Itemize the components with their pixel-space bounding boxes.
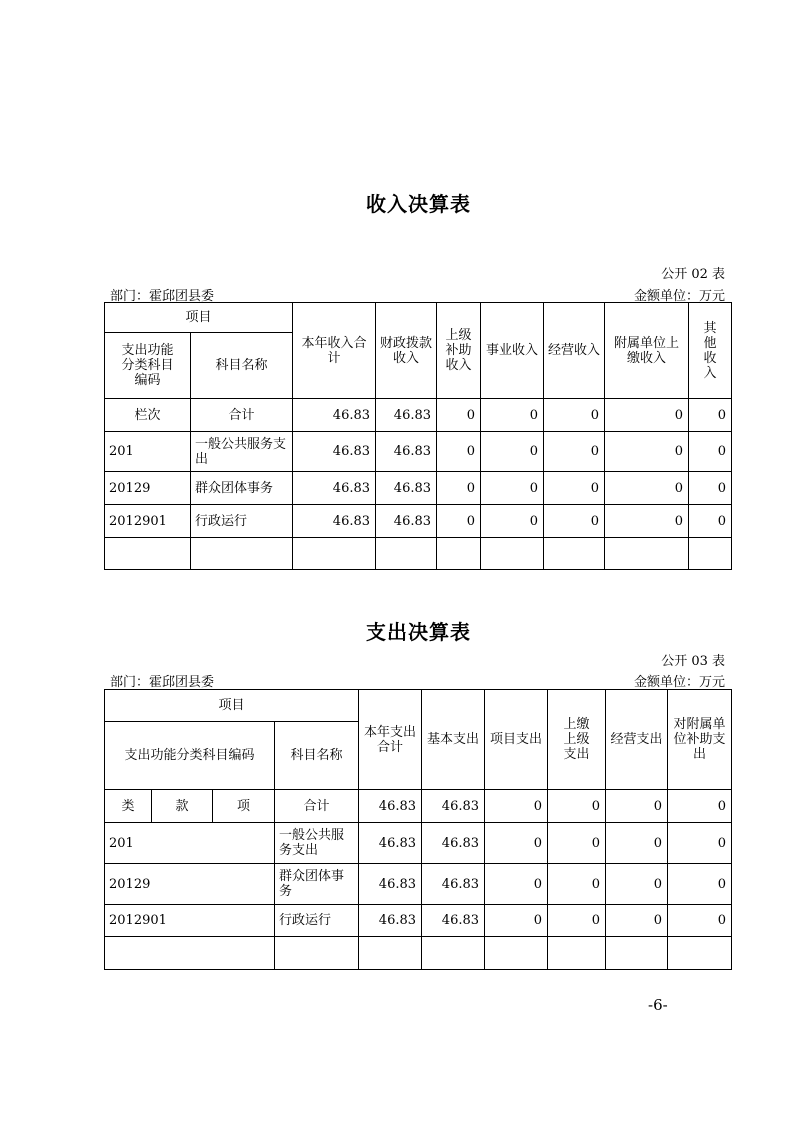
income-cell: 0 bbox=[544, 505, 605, 538]
expense-table bbox=[104, 689, 732, 970]
expense-row-code: 2012901 bbox=[105, 905, 275, 937]
income-row-code: 201 bbox=[105, 432, 191, 472]
expense-row-code: 201 bbox=[105, 823, 275, 864]
expense-header-kuan: 款 bbox=[152, 790, 213, 823]
income-cell: 0 bbox=[605, 399, 689, 432]
expense-cell: 46.83 bbox=[422, 864, 485, 905]
expense-header-project: 项目 bbox=[105, 690, 359, 722]
income-cell: 46.83 bbox=[293, 432, 376, 472]
income-cell: 46.83 bbox=[376, 399, 437, 432]
income-cell: 0 bbox=[544, 472, 605, 505]
expense-cell: 46.83 bbox=[359, 864, 422, 905]
expense-row-name: 一般公共服务支出 bbox=[275, 823, 359, 864]
income-header-total: 本年收入合计 bbox=[293, 303, 376, 399]
expense-cell: 0 bbox=[548, 905, 606, 937]
expense-cell: 0 bbox=[668, 905, 732, 937]
expense-cell: 0 bbox=[606, 864, 668, 905]
expense-cell: 0 bbox=[485, 864, 548, 905]
expense-table-code: 公开 03 表 bbox=[661, 654, 725, 669]
income-cell: 46.83 bbox=[376, 472, 437, 505]
expense-header-affiliated: 对附属单位补助支出 bbox=[668, 690, 732, 790]
expense-row bbox=[105, 905, 732, 937]
expense-dept: 部门：霍邱团县委 bbox=[110, 675, 215, 690]
expense-row bbox=[105, 823, 732, 864]
income-cell: 0 bbox=[437, 472, 481, 505]
expense-cell: 0 bbox=[548, 864, 606, 905]
expense-header-total: 本年支出合计 bbox=[359, 690, 422, 790]
income-row-code: 20129 bbox=[105, 472, 191, 505]
page-number: -6- bbox=[648, 996, 668, 1014]
income-cell: 0 bbox=[689, 472, 732, 505]
expense-cell: 0 bbox=[548, 823, 606, 864]
income-cell: 46.83 bbox=[293, 399, 376, 432]
income-cell: 46.83 bbox=[376, 432, 437, 472]
expense-row-code: 20129 bbox=[105, 864, 275, 905]
income-cell: 0 bbox=[481, 505, 544, 538]
expense-header-basic: 基本支出 bbox=[422, 690, 485, 790]
expense-row bbox=[105, 864, 732, 905]
expense-row-total bbox=[105, 790, 732, 823]
expense-row-name: 群众团体事务 bbox=[275, 864, 359, 905]
expense-header-project-exp: 项目支出 bbox=[485, 690, 548, 790]
income-cell: 0 bbox=[689, 432, 732, 472]
expense-cell: 0 bbox=[668, 864, 732, 905]
income-header-other: 其他收入 bbox=[689, 303, 732, 399]
expense-cell: 0 bbox=[668, 823, 732, 864]
income-row-name: 合计 bbox=[191, 399, 293, 432]
income-cell: 0 bbox=[481, 399, 544, 432]
income-row-name: 一般公共服务支出 bbox=[191, 432, 293, 472]
expense-header-xiang: 项 bbox=[213, 790, 275, 823]
expense-row-name: 合计 bbox=[275, 790, 359, 823]
expense-cell: 0 bbox=[606, 790, 668, 823]
expense-header-operating: 经营支出 bbox=[606, 690, 668, 790]
income-dept: 部门：霍邱团县委 bbox=[110, 289, 215, 304]
expense-cell: 46.83 bbox=[359, 905, 422, 937]
expense-cell: 46.83 bbox=[422, 823, 485, 864]
expense-cell: 0 bbox=[485, 790, 548, 823]
expense-cell: 0 bbox=[606, 823, 668, 864]
expense-cell: 0 bbox=[485, 823, 548, 864]
income-cell: 0 bbox=[605, 505, 689, 538]
income-row bbox=[105, 432, 732, 472]
income-cell: 0 bbox=[437, 399, 481, 432]
expense-cell: 0 bbox=[668, 790, 732, 823]
income-cell: 46.83 bbox=[293, 472, 376, 505]
expense-cell: 46.83 bbox=[422, 905, 485, 937]
income-cell: 0 bbox=[544, 399, 605, 432]
income-header-business: 事业收入 bbox=[481, 303, 544, 399]
income-row-code: 栏次 bbox=[105, 399, 191, 432]
income-cell: 0 bbox=[481, 472, 544, 505]
income-cell: 0 bbox=[689, 399, 732, 432]
income-header-subject-name: 科目名称 bbox=[191, 333, 293, 399]
income-cell: 46.83 bbox=[293, 505, 376, 538]
expense-cell: 46.83 bbox=[422, 790, 485, 823]
income-header-affiliated: 附属单位上缴收入 bbox=[605, 303, 689, 399]
expense-cell: 0 bbox=[548, 790, 606, 823]
income-unit: 金额单位：万元 bbox=[633, 289, 725, 304]
income-cell: 0 bbox=[689, 505, 732, 538]
income-title: 收入决算表 bbox=[366, 192, 471, 216]
expense-cell: 46.83 bbox=[359, 823, 422, 864]
income-header-operating: 经营收入 bbox=[544, 303, 605, 399]
expense-row-name: 行政运行 bbox=[275, 905, 359, 937]
income-cell: 0 bbox=[437, 505, 481, 538]
expense-unit: 金额单位：万元 bbox=[633, 675, 725, 690]
expense-header-upper-pay: 上缴上级支出 bbox=[548, 690, 606, 790]
expense-header-lei: 类 bbox=[105, 790, 152, 823]
income-row-empty bbox=[105, 538, 732, 570]
income-cell: 0 bbox=[481, 432, 544, 472]
income-table bbox=[104, 302, 732, 570]
income-row bbox=[105, 472, 732, 505]
income-cell: 0 bbox=[605, 432, 689, 472]
expense-header-subject-name: 科目名称 bbox=[275, 722, 359, 790]
income-header-func-code: 支出功能分类科目编码 bbox=[105, 333, 191, 399]
income-cell: 0 bbox=[605, 472, 689, 505]
income-cell: 0 bbox=[437, 432, 481, 472]
income-row-name: 行政运行 bbox=[191, 505, 293, 538]
expense-cell: 0 bbox=[485, 905, 548, 937]
income-row-name: 群众团体事务 bbox=[191, 472, 293, 505]
expense-row-empty bbox=[105, 937, 732, 970]
income-header-fiscal: 财政拨款收入 bbox=[376, 303, 437, 399]
income-cell: 46.83 bbox=[376, 505, 437, 538]
income-header-project: 项目 bbox=[105, 303, 293, 333]
expense-cell: 46.83 bbox=[359, 790, 422, 823]
expense-cell: 0 bbox=[606, 905, 668, 937]
income-table-code: 公开 02 表 bbox=[661, 267, 725, 282]
income-header-upper-subsidy: 上级补助收入 bbox=[437, 303, 481, 399]
expense-header-func-code: 支出功能分类科目编码 bbox=[105, 722, 275, 790]
income-row-total bbox=[105, 399, 732, 432]
income-row bbox=[105, 505, 732, 538]
income-row-code: 2012901 bbox=[105, 505, 191, 538]
income-cell: 0 bbox=[544, 432, 605, 472]
expense-title: 支出决算表 bbox=[366, 620, 471, 644]
